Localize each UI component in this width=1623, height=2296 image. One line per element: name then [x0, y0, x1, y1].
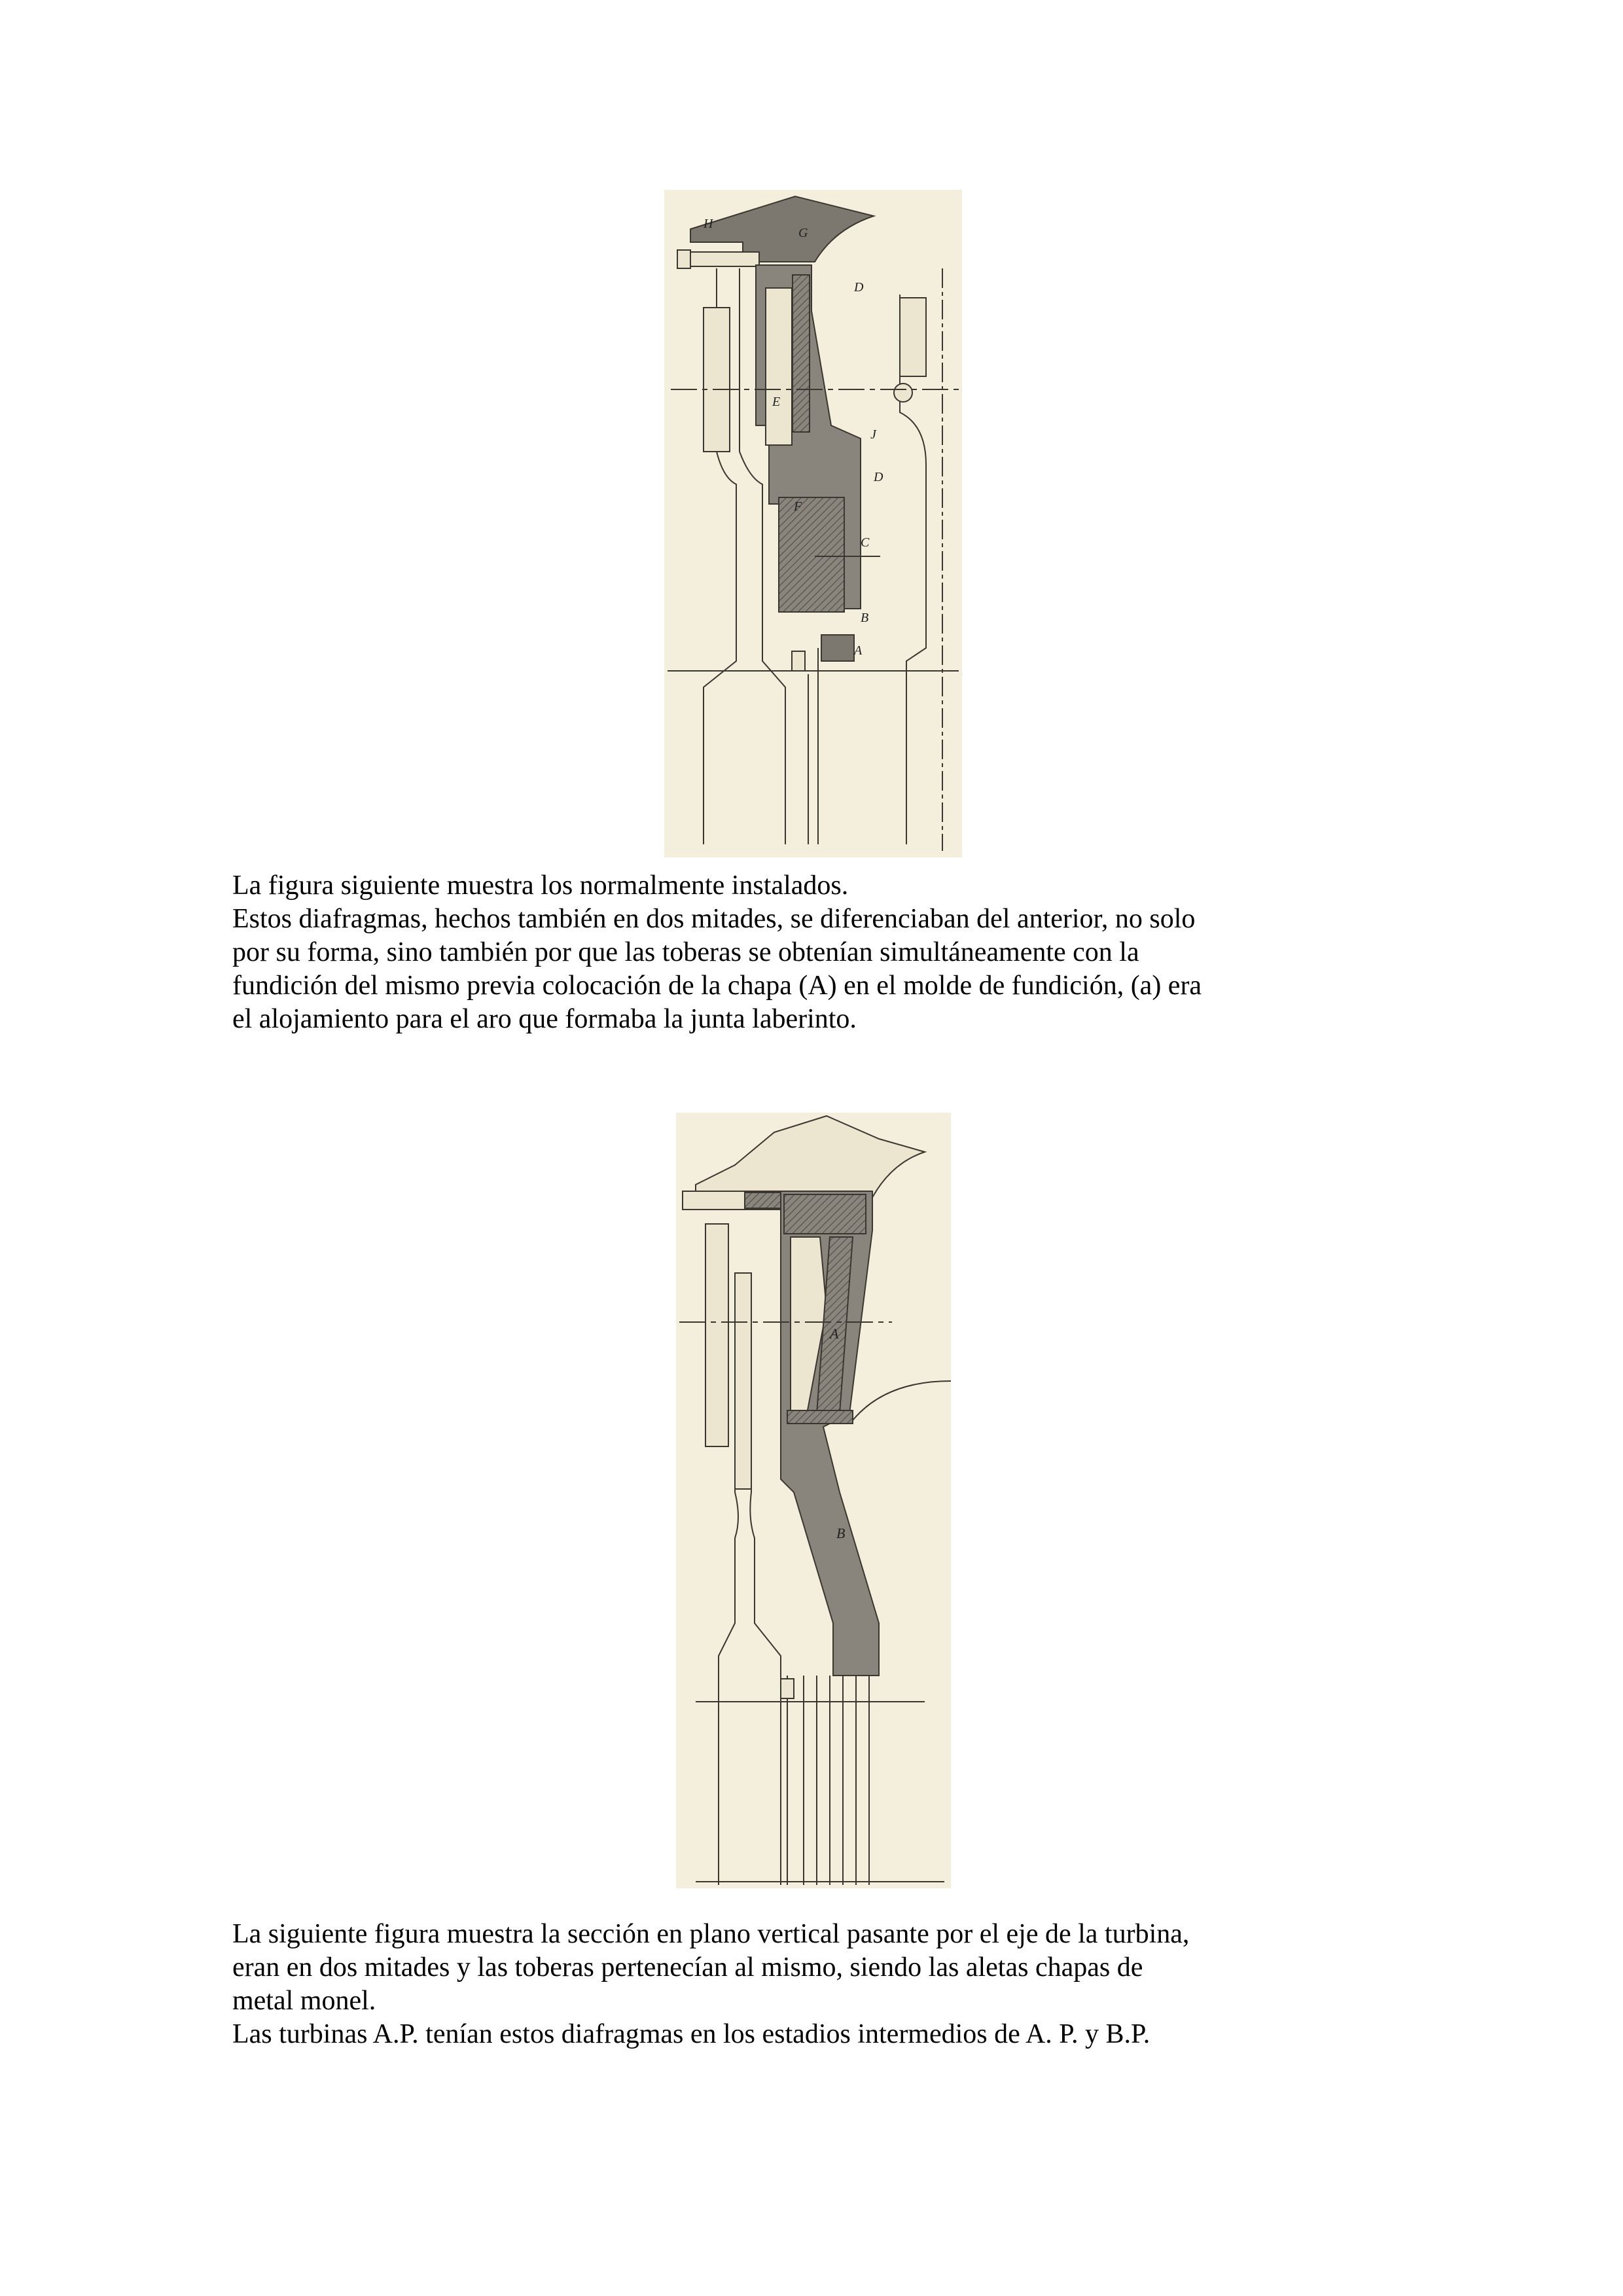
label-a: A — [854, 643, 863, 658]
label-b: B — [861, 611, 869, 625]
label-f: F — [794, 499, 802, 514]
text-line: eran en dos mitades y las toberas pertenecían al mismo, siendo las aletas chapas de — [232, 1952, 1143, 1982]
label-d-mid: D — [874, 470, 883, 484]
diaphragm-figure-2 — [676, 1113, 951, 1888]
label-a: A — [830, 1325, 839, 1342]
text-line: La siguiente figura muestra la sección en plano vertical pasante por el eje de la turbina, — [232, 1919, 1190, 1949]
text-line: La figura siguiente muestra los normalmente instalados. — [232, 870, 849, 901]
label-e: E — [772, 395, 781, 409]
label-j: J — [870, 427, 876, 442]
label-g: G — [798, 226, 808, 240]
text-line: por su forma, sino también por que las toberas se obtenían simultáneamente con la — [232, 937, 1139, 967]
paragraph-2 — [232, 1918, 1410, 2051]
label-c: C — [861, 535, 870, 550]
text-line: fundición del mismo previa colocación de la chapa (A) en el molde de fundición, (a) era — [232, 971, 1202, 1001]
text-line: metal monel. — [232, 1986, 376, 2016]
label-b: B — [836, 1525, 846, 1541]
paragraph-1 — [232, 869, 1410, 1036]
diaphragm-figure-1 — [664, 190, 962, 857]
label-h: H — [704, 217, 713, 231]
text-line: el alojamiento para el aro que formaba la junta laberinto. — [232, 1004, 857, 1034]
label-d-top: D — [854, 280, 864, 295]
text-line: Las turbinas A.P. tenían estos diafragmas en los estadios intermedios de A. P. y B.P. — [232, 2019, 1150, 2049]
text-line: Estos diafragmas, hechos también en dos mitades, se diferenciaban del anterior, no solo — [232, 904, 1196, 934]
